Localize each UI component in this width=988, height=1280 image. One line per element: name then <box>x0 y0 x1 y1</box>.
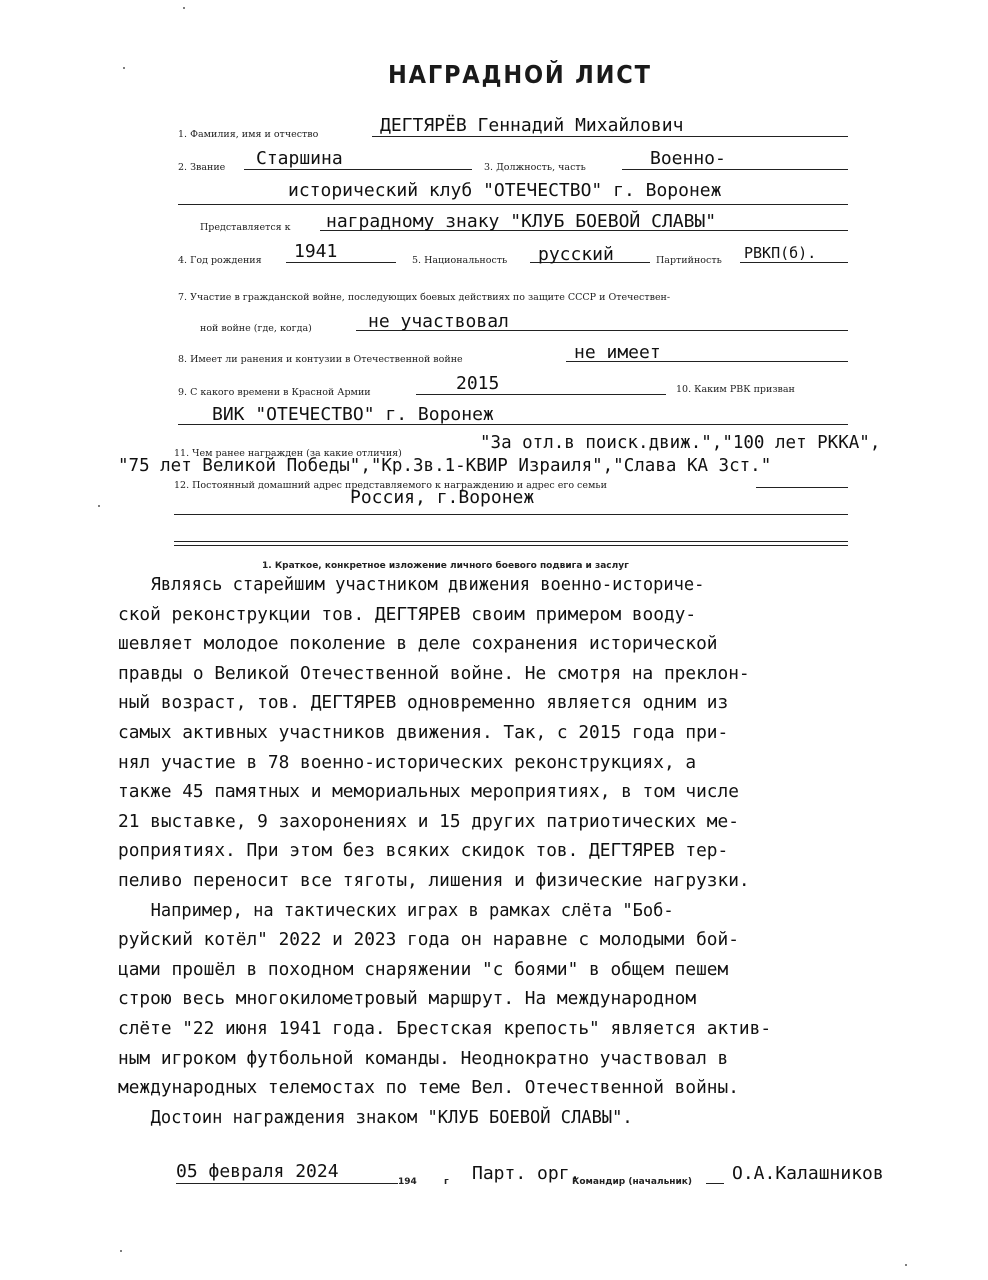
merit-line: руйский котёл" 2022 и 2023 года он наравне с молодыми бой- <box>118 929 739 951</box>
date-value: 05 февраля 2024 <box>176 1161 339 1182</box>
merit-line: роприятиях. При этом без всяких скидок тов. ДЕГТЯРЕВ тер- <box>118 840 729 862</box>
prior-awards-value-2: "75 лет Великой Победы","Кр.Зв.1-КВИР Израиля","Слава КА 3ст." <box>118 456 772 476</box>
merit-line: ным игроком футбольной команды. Неоднократно участвовал в <box>118 1047 729 1069</box>
date-underline <box>176 1183 398 1184</box>
address-underline-2 <box>174 514 848 515</box>
merit-line: цами прошёл в походном снаряжении "с боями" в общем пешем <box>118 958 729 980</box>
army-since-label: 9. С какого времени в Красной Армии <box>178 387 371 398</box>
army-since-value: 2015 <box>456 373 500 394</box>
merit-line: слёте "22 июня 1941 года. Брестская крепость" является актив- <box>118 1017 772 1039</box>
surname-underline <box>372 136 848 137</box>
merit-line: правды о Великой Отечественной войне. Не смотря на преклон- <box>118 662 750 684</box>
address-label: 12. Постоянный домашний адрес представляемого к награждению и адрес его семьи <box>174 480 607 491</box>
paper-speck <box>120 1250 122 1252</box>
merit-line: самых активных участников движения. Так, с 2015 года при- <box>118 721 729 743</box>
merit-line: шевляет молодое поколение в деле сохранения исторической <box>118 633 718 655</box>
merit-line: Достоин награждения знаком "КЛУБ БОЕВОЙ СЛАВЫ". <box>150 1106 633 1128</box>
merit-line: также 45 памятных и мемориальных мероприятиях, в том числе <box>118 781 739 803</box>
commander-label: Командир (начальник) <box>572 1177 693 1187</box>
merit-line: строю весь многокилометровый маршрут. На международном <box>118 988 697 1010</box>
signatory-name: О.А.Калашников <box>732 1163 884 1184</box>
prior-awards-value-1: "За отл.в поиск.движ.","100 лет РККА", <box>480 433 881 453</box>
merit-line: Например, на тактических играх в рамках слёта "Боб- <box>150 899 674 921</box>
position-value-1: Военно- <box>650 148 726 169</box>
year-print: 194 <box>398 1177 417 1187</box>
participation-value: не участвовал <box>368 311 509 332</box>
paper-speck <box>98 505 100 507</box>
participation-label-2: ной войне (где, когда) <box>200 323 312 334</box>
paper-speck <box>123 67 125 69</box>
merit-line: пеливо переносит все тяготы, лишения и физические нагрузки. <box>118 869 750 891</box>
participation-label-1: 7. Участие в гражданской войне, последующих боевых действиях по защите СССР и Отечествен- <box>178 292 671 303</box>
party-underline <box>740 262 848 263</box>
presented-value: наградному знаку "КЛУБ БОЕВОЙ СЛАВЫ" <box>326 211 717 232</box>
section-double-rule <box>174 541 848 546</box>
birth-year-label: 4. Год рождения <box>178 255 262 266</box>
party-value: РВКП(б). <box>744 244 817 262</box>
presented-label: Представляется к <box>200 222 291 233</box>
wounds-value: не имеет <box>574 342 661 363</box>
birth-year-value: 1941 <box>294 241 338 262</box>
birth-year-underline <box>286 262 396 263</box>
year-suffix: г <box>444 1177 449 1187</box>
address-underline-1 <box>756 487 848 488</box>
merit-line: 21 выставке, 9 захоронениях и 15 других патриотических ме- <box>118 810 739 832</box>
party-label: Партийность <box>656 255 722 266</box>
surname-label: 1. Фамилия, имя и отчество <box>178 129 319 140</box>
merit-line: международных телемостах по теме Вел. Отечественной войны. <box>118 1077 739 1099</box>
position-underline-2 <box>178 204 848 205</box>
army-since-underline <box>416 394 666 395</box>
surname-value: ДЕГТЯРЁВ Геннадий Михайлович <box>380 115 684 136</box>
paper-speck <box>183 7 185 9</box>
merit-line: Являясь старейшим участником движения военно-историче- <box>150 574 705 595</box>
position-value-2: исторический клуб "ОТЕЧЕСТВО" г. Воронеж <box>288 180 722 201</box>
document-title: НАГРАДНОЙ ЛИСТ <box>388 60 652 89</box>
nationality-value: русский <box>538 244 614 265</box>
rank-underline <box>244 169 472 170</box>
rvk-label: 10. Каким РВК призван <box>676 384 795 395</box>
merit-description <box>118 570 918 1132</box>
merit-line: ный возраст, тов. ДЕГТЯРЕВ одновременно является одним из <box>118 692 729 714</box>
nationality-label: 5. Национальность <box>412 255 508 266</box>
wounds-label: 8. Имеет ли ранения и контузии в Отечественной войне <box>178 354 463 365</box>
merit-line: нял участие в 78 военно-исторических реконструкциях, а <box>118 751 697 773</box>
rank-label: 2. Звание <box>178 162 226 173</box>
section-heading: 1. Краткое, конкретное изложение личного боевого подвига и заслуг <box>262 561 629 571</box>
rvk-value: ВИК "ОТЕЧЕСТВО" г. Воронеж <box>212 404 494 425</box>
address-value: Россия, г.Воронеж <box>350 487 535 508</box>
prior-awards-label: 11. Чем ранее награжден (за какие отличия) <box>174 448 402 459</box>
position-label: 3. Должность, часть <box>484 162 586 173</box>
paper-speck <box>905 1264 907 1266</box>
org-value: Парт. орг. <box>472 1163 581 1184</box>
rank-value: Старшина <box>256 148 343 169</box>
commander-underline <box>706 1183 724 1184</box>
position-underline <box>622 169 848 170</box>
merit-line: ской реконструкции тов. ДЕГТЯРЕВ своим примером воодy- <box>118 603 697 625</box>
